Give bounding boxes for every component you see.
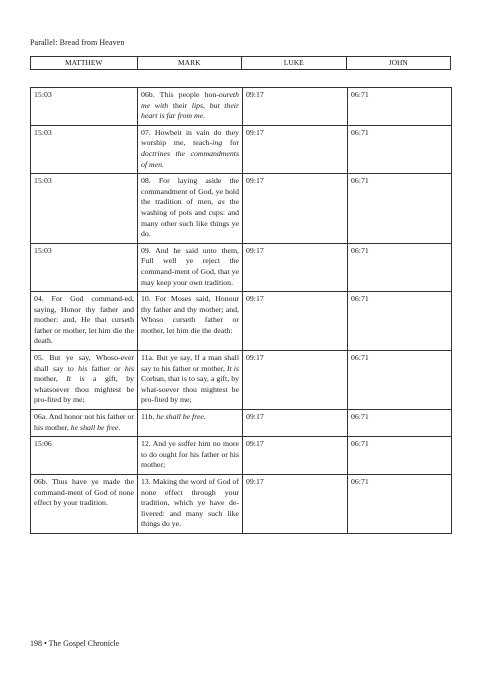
cell-mark	[138, 410, 243, 437]
verse-text: the washing of pots and cups: and many other such like things ye do.	[141, 197, 240, 239]
cell-matthew	[31, 410, 138, 437]
cell-matthew	[31, 351, 138, 410]
column-header-row	[30, 56, 451, 70]
table-row	[31, 351, 452, 410]
verse-text: 06b. This people hon-	[141, 90, 219, 99]
column-header-john: JOHN	[388, 58, 408, 67]
cell-luke: 09:17	[243, 351, 348, 410]
verse-text: Corban, that is to say, a gift, by what-soever thou mightest be pro-fited by me;	[141, 374, 239, 405]
column-header-mark: MARK	[138, 57, 243, 69]
verse-text: 06a. And honor not his father or his mother,	[34, 412, 134, 432]
verse-text: 06b. Thus have ye made the command-ment of God of none effect by your tradition.	[34, 477, 134, 508]
table-row	[31, 125, 452, 173]
cell-matthew	[31, 437, 138, 475]
verse-text: father or	[87, 363, 125, 373]
cell-john: 06:71	[348, 475, 452, 534]
cell-mark	[138, 174, 243, 244]
column-header-matthew: MATTHEW	[31, 57, 138, 69]
cell-luke: 09:17	[243, 437, 348, 475]
verse-text-italic: oureth me with	[141, 90, 239, 110]
cell-luke: 09:17	[243, 243, 348, 291]
cell-john: 06:71	[348, 88, 452, 126]
cell-matthew	[31, 475, 138, 534]
verse-text: .	[118, 422, 121, 432]
cell-luke: 09:17	[243, 125, 348, 173]
cell-luke: 09:17	[243, 174, 348, 244]
cell-john: 06:71	[348, 243, 452, 291]
verse-text-italic: ing	[212, 138, 230, 148]
verse-text: 13. Making the word of God of none effect through your tradition, which ye have de-livered: and many such like things do ye.	[141, 477, 239, 529]
verse-text: a gift, by whatsoever thou mightest be pro-fited by me;	[34, 374, 135, 405]
verse-text: .	[203, 412, 206, 422]
cell-matthew	[31, 125, 138, 173]
verse-text-italic: It is	[66, 374, 85, 384]
cell-luke: 09:17	[243, 475, 348, 534]
table-row	[31, 410, 452, 437]
verse-text-italic: he shall be free	[156, 412, 204, 422]
verse-text: 08. For laying aside the commandment of God, ye hold the tradition of men,	[141, 176, 239, 207]
table-row	[31, 88, 452, 126]
cell-john: 06:71	[348, 410, 452, 437]
verse-text: 04. For God command-ed, saying, Honor thy father and mother: and, He that curseth father or mother, let him die the death.	[34, 294, 134, 346]
verse-text: 10. For Moses said, Honour thy father and thy mother; and, Whoso curseth father or mother, let him die the death:	[141, 294, 239, 335]
cell-john: 06:71	[348, 351, 452, 410]
verse-text-italic: as	[217, 197, 225, 207]
verse-text: 15:03	[34, 127, 52, 137]
cell-john: 06:71	[348, 174, 452, 244]
cell-mark	[138, 351, 243, 410]
cell-mark	[138, 125, 243, 173]
verse-text: 11b.	[141, 412, 157, 422]
page-footer: 198 • The Gospel Chronicle	[30, 639, 120, 648]
verse-text: 12. And ye suffer him no more to do ought for his father or his mother;	[141, 439, 239, 470]
cell-mark	[138, 243, 243, 291]
cell-luke: 09:17	[243, 88, 348, 126]
cell-luke: 09:17	[243, 292, 348, 351]
column-header-luke: LUKE	[242, 57, 347, 69]
table-row	[31, 475, 452, 534]
verse-text: 07. Howbeit in vain do they worship me, teach-	[141, 127, 239, 148]
verse-text-italic: his	[124, 363, 134, 373]
verse-text: 15:03	[34, 90, 52, 99]
cell-matthew	[31, 292, 138, 351]
verse-text: mother,	[34, 374, 67, 384]
cell-john: 06:71	[348, 437, 452, 475]
cell-matthew	[31, 243, 138, 291]
verse-text-italic: he shall be free	[70, 422, 119, 432]
verse-text-italic: doctrines the commandments of men.	[141, 148, 239, 169]
cell-john: 06:71	[348, 292, 452, 351]
cell-luke: 09:17	[243, 410, 348, 437]
verse-text: 15:03	[34, 245, 52, 255]
verse-text: 11a. But ye say, If a man shall say to his father or mother,	[141, 353, 239, 373]
verse-text: 05. But ye say, Whoso-ever shall say to	[34, 353, 134, 373]
cell-mark	[138, 88, 243, 126]
page-header-title: Parallel: Bread from Heaven	[30, 38, 125, 47]
cell-matthew	[31, 174, 138, 244]
verse-text-italic: his	[78, 363, 88, 373]
cell-mark	[138, 475, 243, 534]
verse-text: 15:06	[34, 439, 52, 449]
parallel-table	[30, 87, 452, 534]
cell-john: 06:71	[348, 125, 452, 173]
table-row	[31, 243, 452, 291]
verse-text: their	[172, 100, 188, 110]
table-row	[31, 292, 452, 351]
verse-text-italic: It is	[227, 363, 239, 373]
table-row	[31, 174, 452, 244]
verse-text-italic: lips, but their heart is far from me.	[141, 100, 239, 121]
table-row	[31, 437, 452, 475]
verse-text: 09. And he said unto them, Full well ye reject the command-ment of God, that ye may keep your own tradition.	[141, 245, 239, 287]
cell-mark	[138, 437, 243, 475]
cell-mark	[138, 292, 243, 351]
cell-matthew	[31, 88, 138, 126]
verse-text: 15:03	[34, 176, 52, 186]
verse-text: for	[229, 138, 239, 148]
